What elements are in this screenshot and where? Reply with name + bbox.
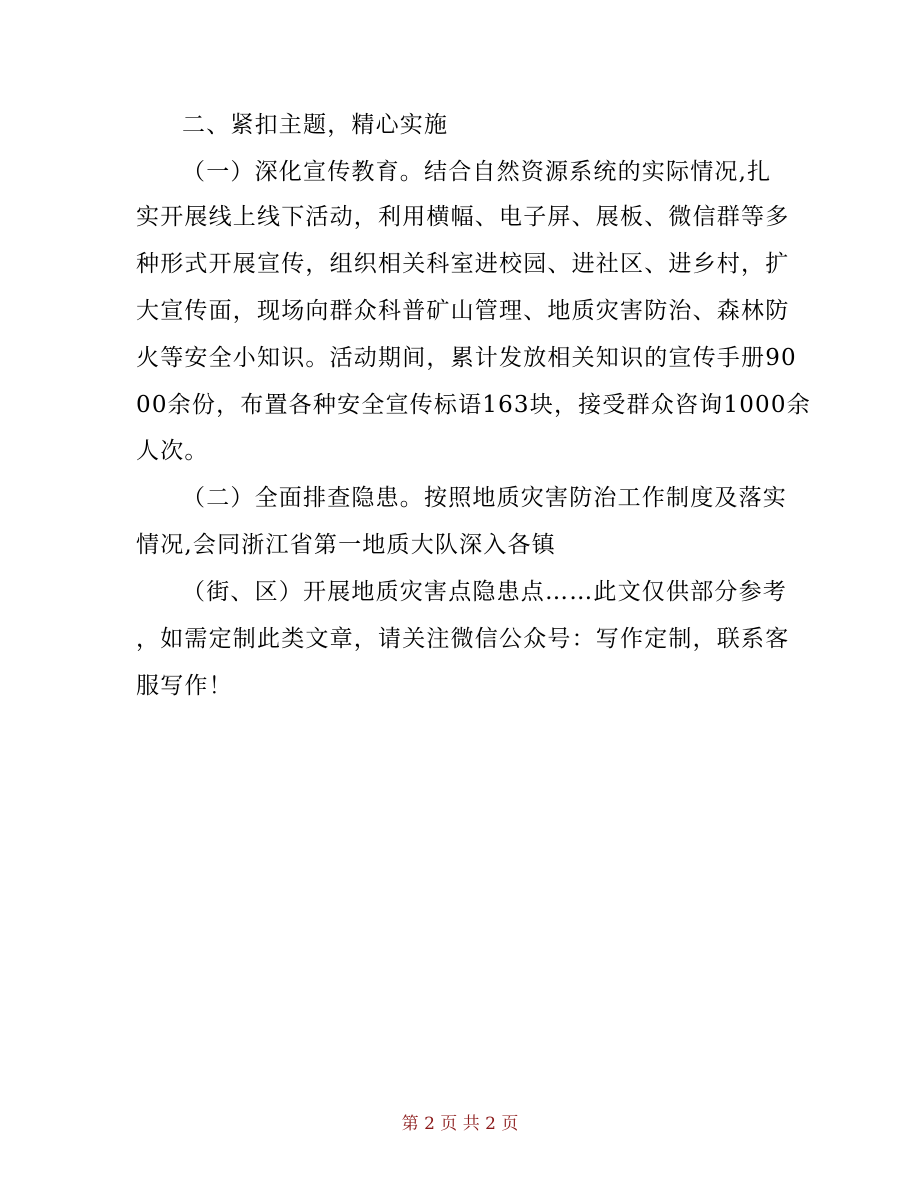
paragraph-line: （二）全面排查隐患。按照地质灾害防治工作制度及落实: [182, 485, 787, 511]
paragraph-line: ，如需定制此类文章，请关注微信公众号：写作定制，联系客: [136, 626, 790, 652]
paragraph-line: 大宣传面，现场向群众科普矿山管理、地质灾害防治、森林防: [136, 298, 790, 324]
paragraph-line: 情况,会同浙江省第一地质大队深入各镇: [136, 532, 556, 558]
paragraph-line: （街、区）开展地质灾害点隐患点……此文仅供部分参考: [182, 579, 787, 605]
section-heading: 二、紧扣主题，精心实施: [182, 112, 449, 138]
paragraph-line: 火等安全小知识。活动期间，累计发放相关知识的宣传手册90: [136, 345, 797, 371]
paragraph-line: 00余份，布置各种安全宣传标语163块，接受群众咨询1000余: [136, 392, 811, 418]
paragraph-line: 实开展线上线下活动，利用横幅、电子屏、展板、微信群等多: [136, 204, 790, 230]
page-number-footer: 第 2 页 共 2 页: [401, 1114, 519, 1134]
paragraph-line: 人次。: [136, 438, 209, 464]
paragraph-line: （一）深化宣传教育。结合自然资源系统的实际情况,扎: [182, 159, 772, 185]
paragraph-line: 服写作！: [136, 673, 233, 699]
paragraph-line: 种形式开展宣传，组织相关科室进校园、进社区、进乡村，扩: [136, 251, 790, 277]
